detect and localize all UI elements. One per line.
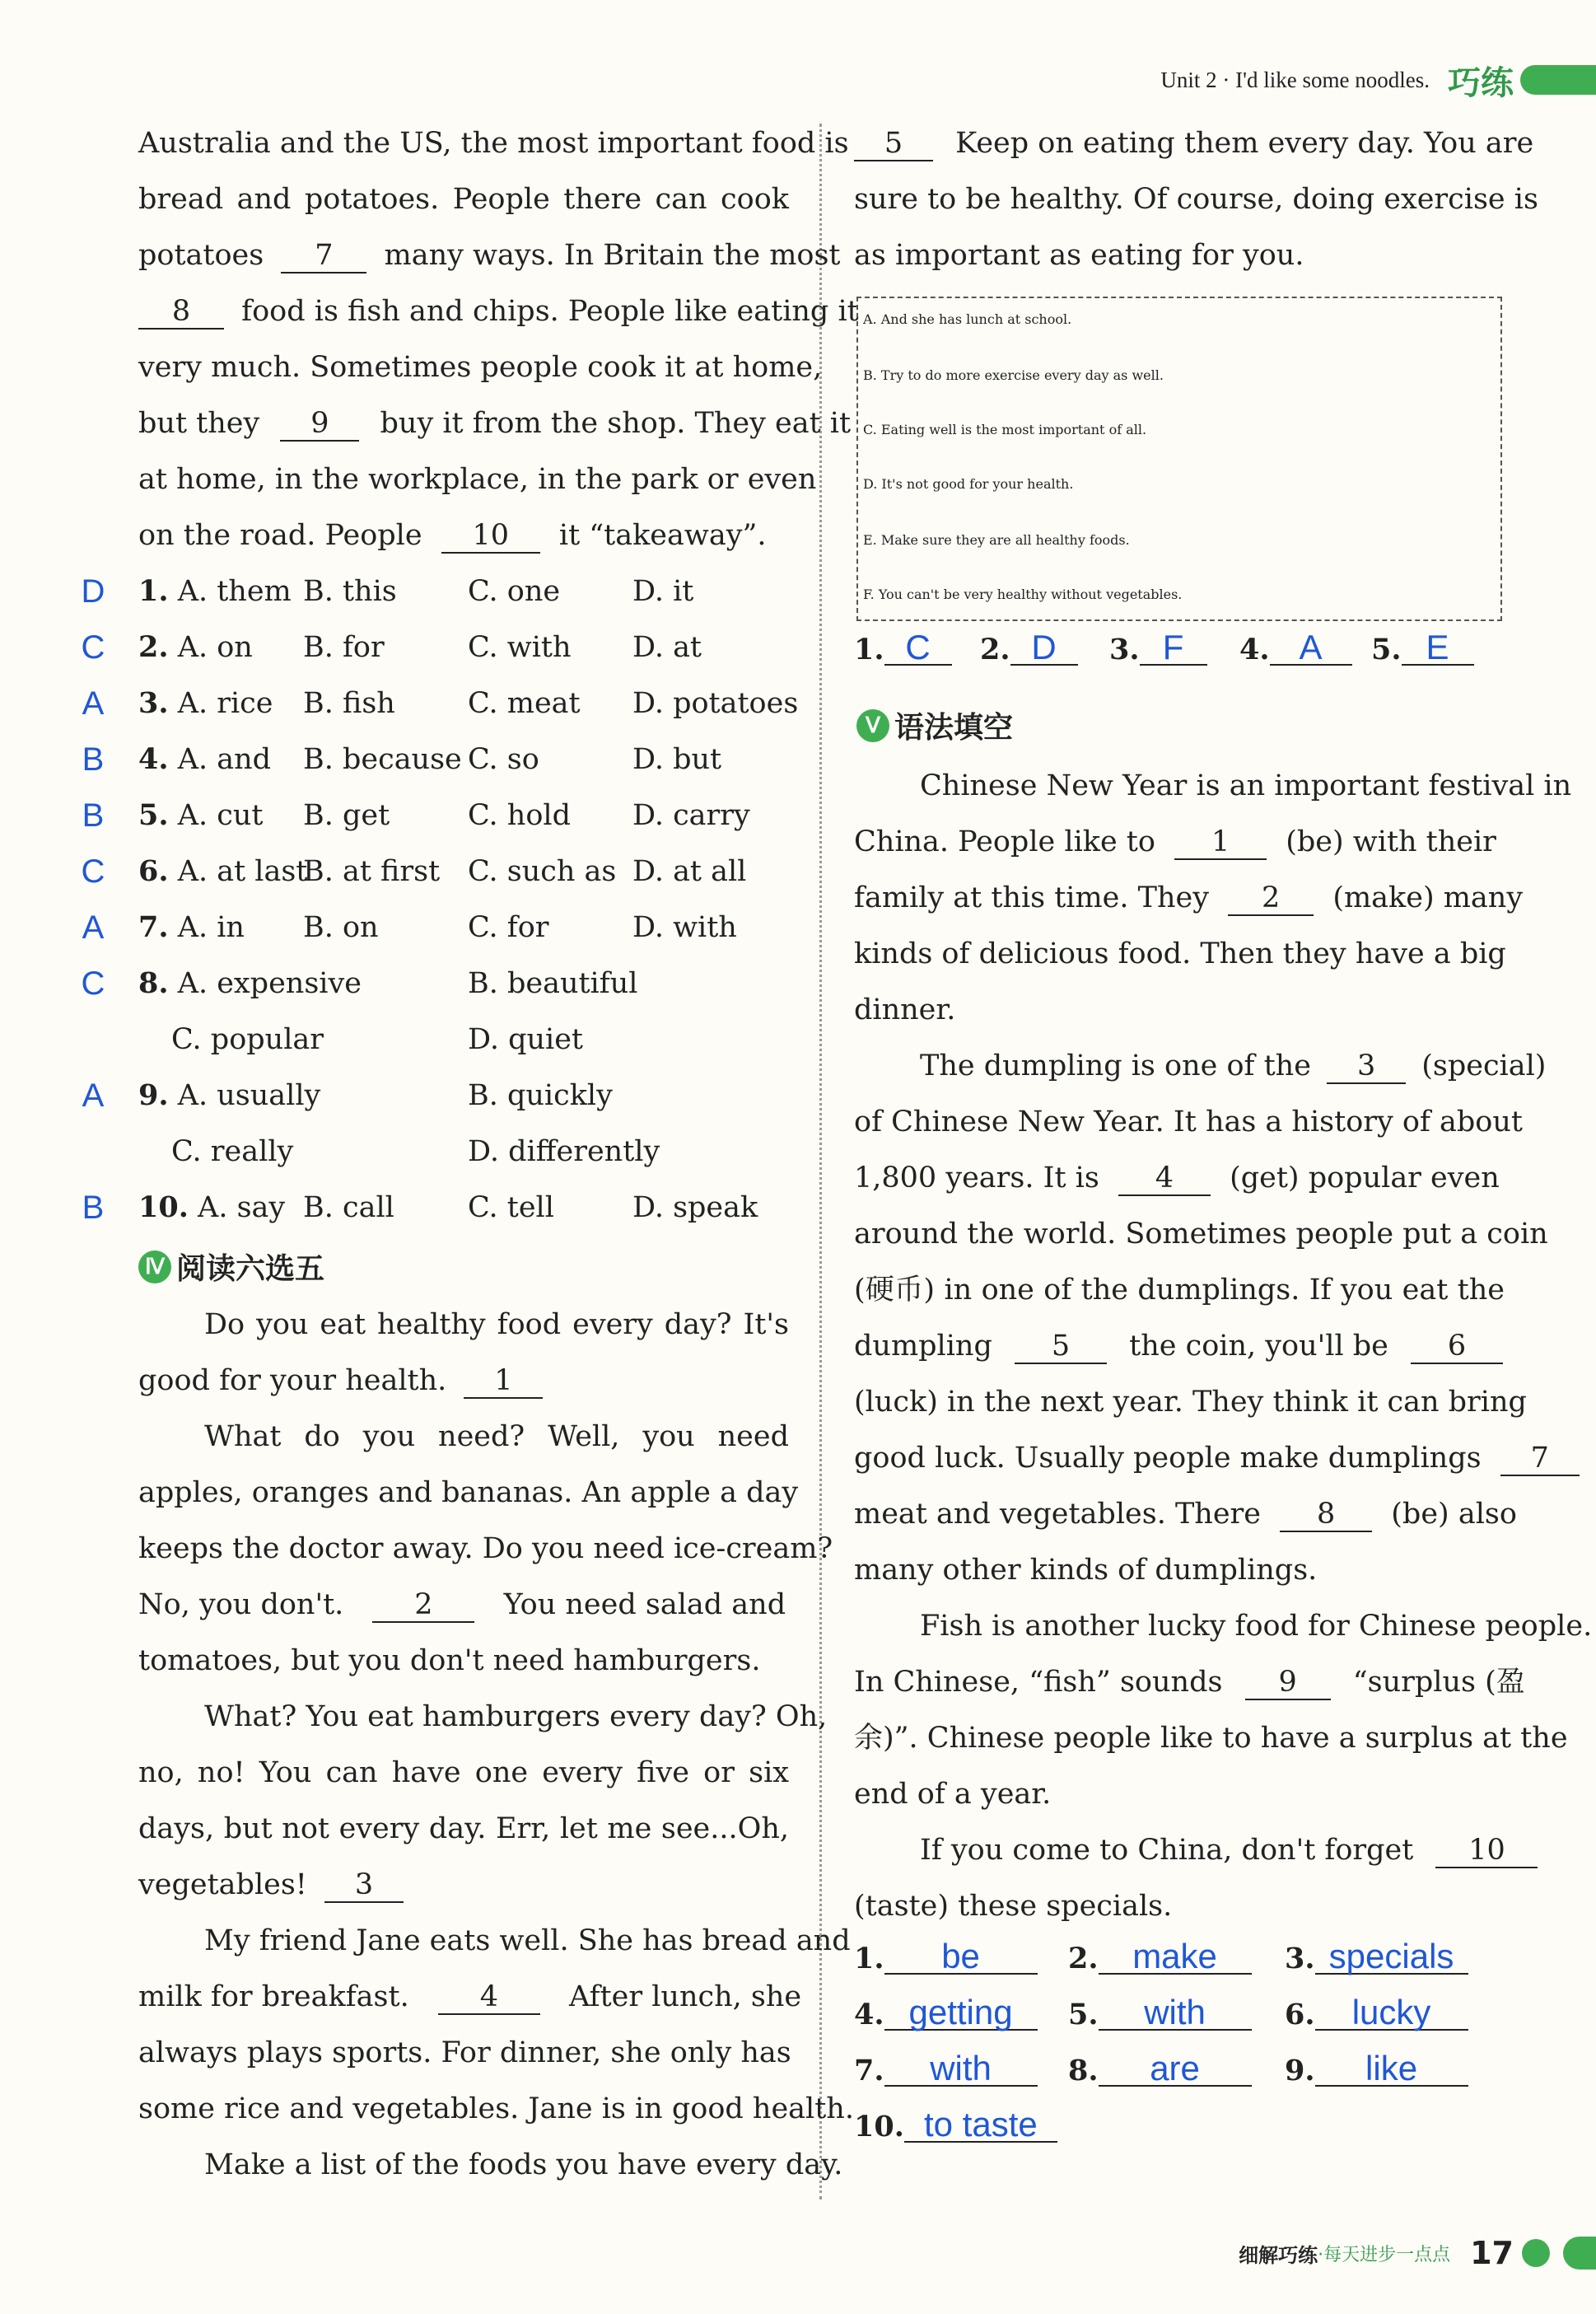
blank: 6: [1411, 1330, 1503, 1364]
question-6: C 6. A. at last B. at first C. such as D. at all: [138, 852, 789, 891]
passage-line: milk for breakfast. 4 After lunch, she: [138, 1980, 802, 2013]
footer-dot: [1522, 2239, 1550, 2267]
blank: 2: [372, 1588, 474, 1623]
grammar-answer-1: 1. be: [854, 1940, 1038, 1975]
question-4: B 4. A. and B. because C. so D. but: [138, 740, 789, 779]
question-8: C 8. A. expensive B. beautiful: [138, 964, 789, 1003]
passage-line: The dumpling is one of the 3 (special): [920, 1049, 1547, 1082]
blank: 5: [1015, 1330, 1107, 1364]
brand-logo: 巧练: [1448, 63, 1514, 102]
answer-mark: A: [82, 909, 105, 946]
passage-line: China. People like to 1 (be) with their: [854, 825, 1496, 858]
passage-line: Do you eat healthy food every day? It's: [204, 1308, 789, 1341]
passage-line: meat and vegetables. There 8 (be) also: [854, 1498, 1517, 1531]
passage-line: keeps the doctor away. Do you need ice-cream?: [138, 1532, 833, 1565]
passage-line: dumpling 5 the coin, you'll be 6: [854, 1326, 1505, 1366]
question-3: A 3. A. rice B. fish C. meat D. potatoes: [138, 684, 789, 723]
brand-bar: [1520, 65, 1596, 95]
answer-text: E: [1402, 631, 1474, 666]
grammar-answer-8: 8. are: [1068, 2052, 1252, 2087]
answer-mark: C: [81, 853, 105, 890]
answer-text: lucky: [1315, 1996, 1468, 2031]
slogan: ·每天进步一点点: [1318, 2244, 1451, 2265]
blank: 10: [1435, 1834, 1538, 1868]
answer-mark: B: [82, 1190, 105, 1226]
blank: 3: [1327, 1049, 1406, 1084]
passage-line: family at this time. They 2 (make) many: [854, 881, 1524, 914]
blank: 10: [441, 519, 540, 554]
passage-line: end of a year.: [854, 1778, 1052, 1811]
blank: 8: [138, 295, 224, 330]
blank: 5: [854, 127, 933, 161]
blank: 4: [1118, 1162, 1211, 1196]
passage-line: as important as eating for you.: [854, 239, 1304, 272]
passage-line: good for your health. 1: [138, 1361, 543, 1400]
question-9: A 9. A. usually B. quickly: [138, 1076, 789, 1115]
passage-line: dinner.: [854, 993, 956, 1026]
passage-line: potatoes 7 many ways. In Britain the most: [138, 239, 841, 272]
passage-line: In Chinese, “fish” sounds 9 “surplus (盈: [854, 1666, 1525, 1699]
passage-line: 5 Keep on eating them every day. You are: [854, 124, 1505, 163]
blank: 7: [281, 239, 366, 273]
answer-text: be: [884, 1940, 1038, 1975]
passage-line: 8 food is fish and chips. People like eating it: [138, 292, 859, 331]
grammar-answer-10: 10. to taste: [854, 2108, 1057, 2143]
answer-text: like: [1315, 2052, 1468, 2087]
answer-text: are: [1099, 2052, 1252, 2087]
passage-line: on the road. People 10 it “takeaway”.: [138, 519, 767, 552]
answer-text: with: [1099, 1996, 1252, 2031]
blank: 1: [464, 1364, 543, 1399]
answer-mark: A: [82, 1078, 105, 1114]
passage-line: very much. Sometimes people cook it at home,: [138, 351, 823, 384]
passage-line: Make a list of the foods you have every day.: [204, 2148, 843, 2181]
blank: 7: [1500, 1442, 1580, 1476]
passage-line: days, but not every day. Err, let me see...Oh,: [138, 1812, 789, 1845]
options-box: [856, 297, 1502, 621]
passage-line: kinds of delicious food. Then they have a big: [854, 937, 1506, 970]
reading-answer-4: 4. A: [1239, 631, 1352, 666]
option-item: B. Try to do more exercise every day as well.: [863, 367, 1164, 383]
answer-text: to taste: [904, 2108, 1057, 2143]
passage-line: sure to be healthy. Of course, doing exercise is: [854, 183, 1538, 216]
section-number-badge: Ⅴ: [856, 709, 889, 742]
grammar-answer-3: 3. specials: [1285, 1940, 1468, 1975]
passage-line: 1,800 years. It is 4 (get) popular even: [854, 1162, 1500, 1194]
passage-line: If you come to China, don't forget 10: [920, 1830, 1538, 1870]
passage-line: No, you don't. 2 You need salad and: [138, 1588, 786, 1621]
grammar-answer-7: 7. with: [854, 2052, 1038, 2087]
question-7: A 7. A. in B. on C. for D. with: [138, 908, 789, 947]
option-item: F. You can't be very healthy without vegetables.: [863, 587, 1183, 602]
blank: 3: [324, 1868, 404, 1903]
passage-line: What? You eat hamburgers every day? Oh,: [204, 1700, 828, 1733]
passage-line: of Chinese New Year. It has a history of about: [854, 1106, 1523, 1138]
grammar-answer-4: 4. getting: [854, 1996, 1038, 2031]
answer-text: C: [884, 631, 952, 666]
reading-answer-5: 5. E: [1371, 631, 1474, 666]
question-8-cont: C. popular D. quiet: [171, 1023, 583, 1056]
passage-line: Fish is another lucky food for Chinese people.: [920, 1610, 1593, 1643]
page-number: 17: [1470, 2235, 1514, 2271]
answer-mark: C: [81, 629, 105, 666]
passage-line: What do you need? Well, you need: [204, 1420, 789, 1453]
passage-line: (luck) in the next year. They think it can bring: [854, 1386, 1527, 1419]
passage-line: but they 9 buy it from the shop. They eat it: [138, 407, 852, 440]
passage-line: some rice and vegetables. Jane is in good health.: [138, 2092, 854, 2125]
answer-mark: B: [82, 797, 105, 834]
question-2: C 2. A. on B. for C. with D. at: [138, 628, 789, 667]
grammar-answer-5: 5. with: [1068, 1996, 1252, 2031]
blank: 9: [1245, 1666, 1331, 1700]
reading-answer-3: 3. F: [1109, 631, 1207, 666]
passage-line: My friend Jane eats well. She has bread and: [204, 1924, 851, 1957]
blank: 4: [438, 1980, 540, 2015]
answer-text: with: [884, 2052, 1038, 2087]
reading-answer-2: 2. D: [980, 631, 1078, 666]
answer-text: specials: [1315, 1940, 1468, 1975]
passage-line: (硬币) in one of the dumplings. If you eat the: [854, 1274, 1505, 1307]
answer-text: F: [1140, 631, 1207, 666]
passage-line: apples, oranges and bananas. An apple a day: [138, 1476, 799, 1509]
section-title-reading: Ⅳ 阅读六选五: [138, 1246, 324, 1288]
passage-line: Australia and the US, the most important food is: [138, 127, 849, 160]
passage-line: no, no! You can have one every five or six: [138, 1756, 789, 1789]
section-number-badge: Ⅳ: [138, 1250, 171, 1283]
option-item: C. Eating well is the most important of all.: [863, 422, 1147, 437]
answer-text: make: [1099, 1940, 1252, 1975]
passage-line: (taste) these specials.: [854, 1890, 1173, 1923]
option-item: A. And she has lunch at school.: [863, 311, 1072, 327]
grammar-answer-9: 9. like: [1285, 2052, 1468, 2087]
answer-mark: D: [81, 573, 105, 610]
answer-text: D: [1010, 631, 1078, 666]
passage-line: good luck. Usually people make dumplings 7: [854, 1438, 1505, 1478]
blank: 8: [1280, 1498, 1372, 1532]
blank: 9: [280, 407, 359, 442]
question-10: B 10. A. say B. call C. tell D. speak: [138, 1188, 789, 1227]
passage-line: around the world. Sometimes people put a coin: [854, 1218, 1548, 1250]
passage-line: tomatoes, but you don't need hamburgers.: [138, 1644, 761, 1677]
passage-line: Chinese New Year is an important festival in: [920, 769, 1572, 802]
book-name: 细解巧练: [1239, 2243, 1318, 2267]
page-footer: [1239, 2235, 1596, 2271]
page-header: [1160, 51, 1596, 109]
blank: 2: [1228, 881, 1314, 916]
answer-text: A: [1270, 631, 1352, 666]
reading-answer-1: 1. C: [854, 631, 952, 666]
passage-line: at home, in the workplace, in the park or even: [138, 463, 817, 496]
passage-line: many other kinds of dumplings.: [854, 1554, 1318, 1587]
passage-line: 余)”. Chinese people like to have a surplus at the: [854, 1722, 1568, 1755]
passage-line: vegetables! 3: [138, 1865, 404, 1905]
passage-line: bread and potatoes. People there can cook: [138, 183, 789, 216]
blank: 1: [1174, 825, 1267, 860]
question-1: D 1. A. them B. this C. one D. it: [138, 572, 789, 611]
grammar-answer-6: 6. lucky: [1285, 1996, 1468, 2031]
answer-mark: B: [82, 741, 105, 778]
answer-mark: A: [82, 685, 105, 722]
section-title-grammar: Ⅴ 语法填空: [856, 704, 1013, 746]
answer-text: getting: [884, 1996, 1038, 2031]
passage-line: always plays sports. For dinner, she only has: [138, 2036, 791, 2069]
footer-tab: [1563, 2237, 1596, 2270]
unit-title: Unit 2 · I'd like some noodles.: [1160, 67, 1430, 92]
option-item: D. It's not good for your health.: [863, 476, 1074, 492]
question-9-cont: C. really D. differently: [171, 1135, 660, 1168]
question-5: B 5. A. cut B. get C. hold D. carry: [138, 796, 789, 835]
option-item: E. Make sure they are all healthy foods.: [863, 532, 1130, 548]
answer-mark: C: [81, 965, 105, 1002]
grammar-answer-2: 2. make: [1068, 1940, 1252, 1975]
